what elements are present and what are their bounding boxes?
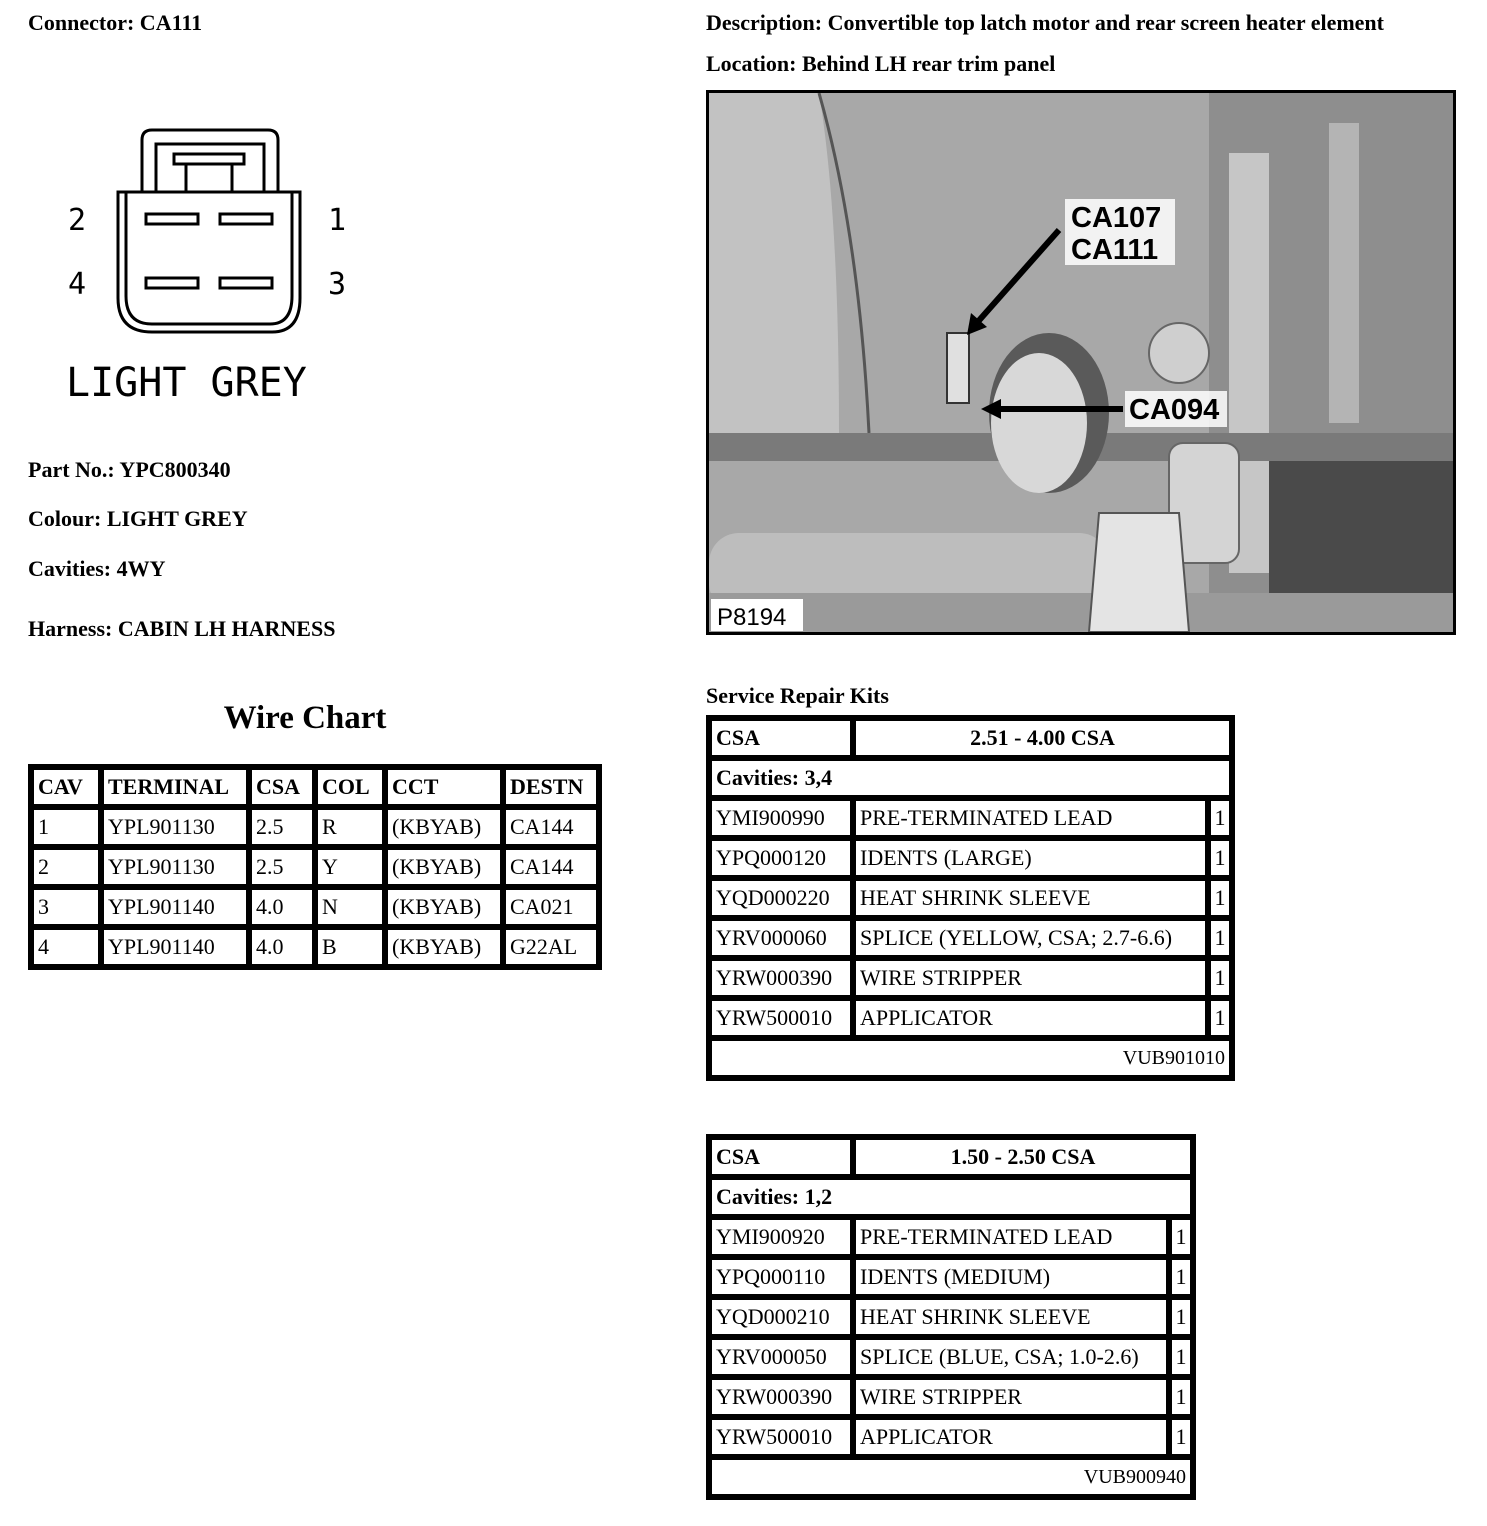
location-photo bbox=[706, 90, 1456, 635]
kit-item-desc: WIRE STRIPPER bbox=[853, 958, 1208, 998]
cell-terminal: YPL901130 bbox=[101, 847, 249, 887]
kit-item-row bbox=[709, 958, 1232, 998]
pin-label-3: 3 bbox=[328, 267, 347, 302]
kit-code-row bbox=[709, 1457, 1193, 1497]
connector-diagram bbox=[60, 120, 370, 420]
kit-item-row bbox=[709, 1377, 1193, 1417]
harness-info: Harness: CABIN LH HARNESS bbox=[28, 616, 336, 641]
cell-destn: CA144 bbox=[503, 847, 599, 887]
kit-item-qty: 1 bbox=[1208, 838, 1232, 878]
repair-kit-table bbox=[706, 715, 1235, 1081]
kit-item-part: YQD000220 bbox=[709, 878, 853, 918]
kit-csa-label: CSA bbox=[709, 718, 853, 758]
kit-item-row bbox=[709, 798, 1232, 838]
kit-item-qty: 1 bbox=[1169, 1377, 1193, 1417]
pin-label-2: 2 bbox=[68, 203, 87, 238]
kit-item-row bbox=[709, 1257, 1193, 1297]
kit-code-row bbox=[709, 1038, 1232, 1078]
col-header-csa: CSA bbox=[249, 767, 315, 807]
cell-cct: (KBYAB) bbox=[385, 807, 503, 847]
kit-item-part: YMI900990 bbox=[709, 798, 853, 838]
cell-destn: CA144 bbox=[503, 807, 599, 847]
kit-item-desc: PRE-TERMINATED LEAD bbox=[853, 1217, 1169, 1257]
kit-csa-range: 2.51 - 4.00 CSA bbox=[853, 718, 1232, 758]
wire-chart-title: Wire Chart bbox=[223, 700, 387, 736]
kit-code: VUB901010 bbox=[709, 1038, 1232, 1078]
pin-label-4: 4 bbox=[68, 267, 87, 302]
photo-reference: P8194 bbox=[717, 604, 787, 631]
kit-csa-row bbox=[709, 1137, 1193, 1177]
kit-item-row bbox=[709, 838, 1232, 878]
cell-cav: 1 bbox=[31, 807, 101, 847]
kit-item-row bbox=[709, 878, 1232, 918]
cell-cct: (KBYAB) bbox=[385, 887, 503, 927]
callout-ca111: CA111 bbox=[1071, 234, 1159, 266]
cavities-info: Cavities: 4WY bbox=[28, 556, 166, 581]
wire-chart-table bbox=[28, 764, 602, 970]
kit-item-row bbox=[709, 1337, 1193, 1377]
kit-csa-row bbox=[709, 718, 1232, 758]
col-header-terminal: TERMINAL bbox=[101, 767, 249, 807]
vehicle-interior-illustration bbox=[709, 93, 1453, 632]
kit-item-part: YRW000390 bbox=[709, 958, 853, 998]
kit-item-qty: 1 bbox=[1169, 1297, 1193, 1337]
kit-item-row bbox=[709, 998, 1232, 1038]
kit-item-desc: IDENTS (LARGE) bbox=[853, 838, 1208, 878]
kit-code: VUB900940 bbox=[709, 1457, 1193, 1497]
kit-item-qty: 1 bbox=[1208, 918, 1232, 958]
colour-info: Colour: LIGHT GREY bbox=[28, 506, 248, 531]
wire-chart-row bbox=[31, 807, 599, 847]
kit-csa-range: 1.50 - 2.50 CSA bbox=[853, 1137, 1193, 1177]
cell-csa: 4.0 bbox=[249, 887, 315, 927]
description-text: Description: Convertible top latch motor and rear screen heater element bbox=[706, 10, 1384, 35]
kit-cavities-row bbox=[709, 1177, 1193, 1217]
repair-kit-table bbox=[706, 1134, 1196, 1500]
kit-item-part: YRW000390 bbox=[709, 1377, 853, 1417]
kit-item-desc: WIRE STRIPPER bbox=[853, 1377, 1169, 1417]
kit-item-qty: 1 bbox=[1208, 998, 1232, 1038]
service-repair-kits-title: Service Repair Kits bbox=[706, 683, 889, 708]
kit-item-qty: 1 bbox=[1208, 878, 1232, 918]
kit-item-desc: SPLICE (YELLOW, CSA; 2.7-6.6) bbox=[853, 918, 1208, 958]
connector-colour-label: LIGHT GREY bbox=[66, 360, 307, 406]
wire-chart-row bbox=[31, 847, 599, 887]
cell-terminal: YPL901140 bbox=[101, 927, 249, 967]
cell-col: R bbox=[315, 807, 385, 847]
kit-csa-label: CSA bbox=[709, 1137, 853, 1177]
kit-item-desc: PRE-TERMINATED LEAD bbox=[853, 798, 1208, 838]
kit-item-row bbox=[709, 1417, 1193, 1457]
kit-item-qty: 1 bbox=[1169, 1217, 1193, 1257]
kit-item-part: YRW500010 bbox=[709, 998, 853, 1038]
location-text: Location: Behind LH rear trim panel bbox=[706, 51, 1056, 76]
col-header-col: COL bbox=[315, 767, 385, 807]
cell-csa: 2.5 bbox=[249, 847, 315, 887]
kit-item-part: YRV000050 bbox=[709, 1337, 853, 1377]
cell-cct: (KBYAB) bbox=[385, 927, 503, 967]
cell-cct: (KBYAB) bbox=[385, 847, 503, 887]
col-header-cct: CCT bbox=[385, 767, 503, 807]
cell-cav: 3 bbox=[31, 887, 101, 927]
callout-ca094: CA094 bbox=[1129, 394, 1220, 426]
kit-item-row bbox=[709, 1297, 1193, 1337]
kit-item-qty: 1 bbox=[1208, 798, 1232, 838]
kit-item-desc: HEAT SHRINK SLEEVE bbox=[853, 1297, 1169, 1337]
kit-item-part: YMI900920 bbox=[709, 1217, 853, 1257]
cell-csa: 2.5 bbox=[249, 807, 315, 847]
connector-title: Connector: CA111 bbox=[28, 10, 203, 35]
kit-cavities-row bbox=[709, 758, 1232, 798]
kit-item-desc: HEAT SHRINK SLEEVE bbox=[853, 878, 1208, 918]
wire-chart-row bbox=[31, 887, 599, 927]
kit-item-part: YPQ000110 bbox=[709, 1257, 853, 1297]
cell-col: N bbox=[315, 887, 385, 927]
wire-chart-header-row bbox=[31, 767, 599, 807]
kit-item-part: YPQ000120 bbox=[709, 838, 853, 878]
kit-cavities: Cavities: 3,4 bbox=[709, 758, 1232, 798]
wire-chart-row bbox=[31, 927, 599, 967]
cell-col: B bbox=[315, 927, 385, 967]
kit-item-part: YRW500010 bbox=[709, 1417, 853, 1457]
kit-item-qty: 1 bbox=[1169, 1337, 1193, 1377]
cell-terminal: YPL901140 bbox=[101, 887, 249, 927]
cell-csa: 4.0 bbox=[249, 927, 315, 967]
part-number: Part No.: YPC800340 bbox=[28, 457, 231, 482]
cell-destn: G22AL bbox=[503, 927, 599, 967]
kit-item-part: YQD000210 bbox=[709, 1297, 853, 1337]
kit-item-row bbox=[709, 1217, 1193, 1257]
kit-item-desc: SPLICE (BLUE, CSA; 1.0-2.6) bbox=[853, 1337, 1169, 1377]
kit-item-qty: 1 bbox=[1169, 1257, 1193, 1297]
pin-label-1: 1 bbox=[328, 203, 347, 238]
kit-item-desc: IDENTS (MEDIUM) bbox=[853, 1257, 1169, 1297]
kit-item-part: YRV000060 bbox=[709, 918, 853, 958]
cell-cav: 4 bbox=[31, 927, 101, 967]
cell-cav: 2 bbox=[31, 847, 101, 887]
kit-item-row bbox=[709, 918, 1232, 958]
col-header-destn: DESTN bbox=[503, 767, 599, 807]
cell-col: Y bbox=[315, 847, 385, 887]
kit-item-qty: 1 bbox=[1169, 1417, 1193, 1457]
callout-ca107: CA107 bbox=[1071, 202, 1162, 234]
cell-terminal: YPL901130 bbox=[101, 807, 249, 847]
kit-cavities: Cavities: 1,2 bbox=[709, 1177, 1193, 1217]
col-header-cav: CAV bbox=[31, 767, 101, 807]
kit-item-desc: APPLICATOR bbox=[853, 1417, 1169, 1457]
cell-destn: CA021 bbox=[503, 887, 599, 927]
kit-item-qty: 1 bbox=[1208, 958, 1232, 998]
kit-item-desc: APPLICATOR bbox=[853, 998, 1208, 1038]
